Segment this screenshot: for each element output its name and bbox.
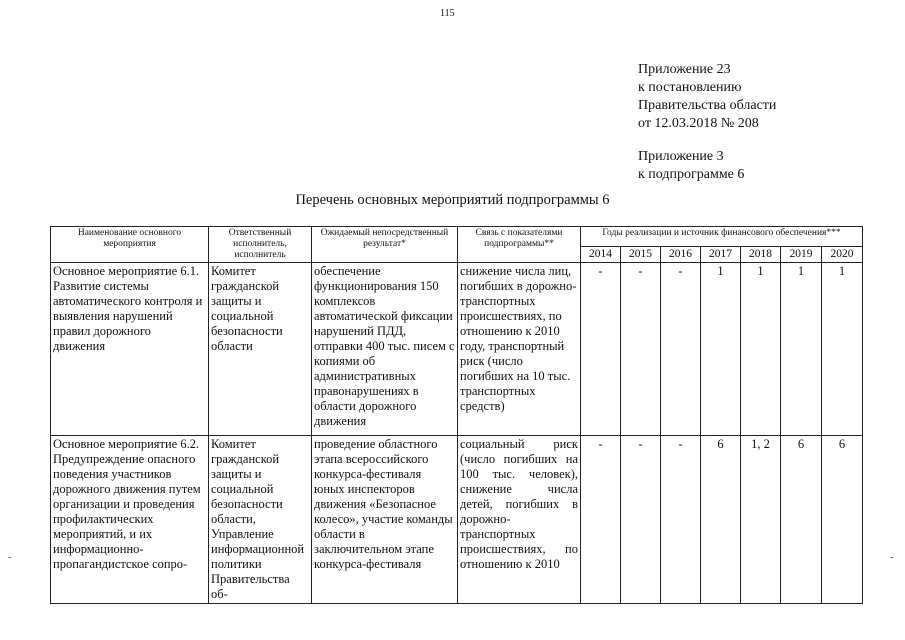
cell-year-value: - (661, 436, 701, 604)
appendix-main-line: Правительства области (638, 98, 777, 113)
cell-link: социальный риск (число погибших на 100 тыс. человек), снижение числа детей, погибших в дорожно-транспортных происшествиях, по отношению к 2010 (458, 436, 581, 604)
appendix-main-line: к постановлению (638, 80, 742, 95)
header-link: Связь с показателями подпрограммы** (458, 227, 581, 263)
cell-year-value: 1 (781, 263, 822, 436)
header-year: 2014 (581, 247, 621, 263)
appendix-sub-line: к подпрограмме 6 (638, 167, 745, 182)
edge-mark-right: - (890, 552, 894, 563)
header-result: Ожидаемый непосредственный результат* (312, 227, 458, 263)
cell-name: Основное мероприятие 6.1. Развитие системы автоматического контроля и выявления нарушений правил дорожного движения (51, 263, 209, 436)
appendix-main-block (638, 61, 776, 133)
cell-year-value: 1 (822, 263, 863, 436)
cell-year-value: 6 (781, 436, 822, 604)
appendix-main-line: от 12.03.2018 № 208 (638, 116, 759, 131)
cell-year-value: - (621, 436, 661, 604)
cell-executor: Комитет гражданской защиты и социальной безопасности области, Управление информационной политики Правительства об- (209, 436, 312, 604)
header-year: 2020 (822, 247, 863, 263)
cell-year-value: 1 (701, 263, 741, 436)
header-name: Наименование основного мероприятия (51, 227, 209, 263)
document-title: Перечень основных мероприятий подпрограммы 6 (295, 192, 610, 208)
cell-executor: Комитет гражданской защиты и социальной безопасности области (209, 263, 312, 436)
appendix-sub-line: Приложение 3 (638, 149, 724, 164)
header-year: 2017 (701, 247, 741, 263)
table-row (51, 263, 863, 436)
appendix-sub-block (638, 148, 744, 184)
cell-year-value: - (581, 436, 621, 604)
cell-link: снижение числа лиц, погибших в дорожно-транспортных происшествиях, по отношению к 2010 году, транспортный риск (число погибших на 10 тыс. транспортных средств) (458, 263, 581, 436)
cell-year-value: - (661, 263, 701, 436)
cell-year-value: 6 (701, 436, 741, 604)
appendix-main-line: Приложение 23 (638, 62, 731, 77)
cell-result: проведение областного этапа всероссийского конкурса-фестиваля юных инспекторов движения «Безопасное колесо», участие команды области в заключительном этапе конкурса-фестиваля (312, 436, 458, 604)
header-years-group: Годы реализации и источник финансового обеспечения*** (581, 227, 863, 247)
cell-year-value: 6 (822, 436, 863, 604)
table-header-row (51, 227, 863, 247)
cell-year-value: - (581, 263, 621, 436)
header-year: 2018 (741, 247, 781, 263)
header-executor: Ответственный исполнитель, исполнитель (209, 227, 312, 263)
cell-year-value: - (621, 263, 661, 436)
cell-name: Основное мероприятие 6.2. Предупреждение опасного поведения участников дорожного движения путем организации и проведения профилактических мероприятий, и их информационно-пропагандистское сопро- (51, 436, 209, 604)
table-row (51, 436, 863, 604)
cell-year-value: 1, 2 (741, 436, 781, 604)
cell-result: обеспечение функционирования 150 комплексов автоматической фиксации нарушений ПДД, отправки 400 тыс. писем с копиями об административных правонарушениях в области дорожного движения (312, 263, 458, 436)
page-number: 115 (440, 8, 455, 19)
edge-mark-left: - (8, 552, 12, 563)
cell-year-value: 1 (741, 263, 781, 436)
header-year: 2019 (781, 247, 822, 263)
measures-table (50, 226, 863, 604)
header-year: 2015 (621, 247, 661, 263)
header-year: 2016 (661, 247, 701, 263)
